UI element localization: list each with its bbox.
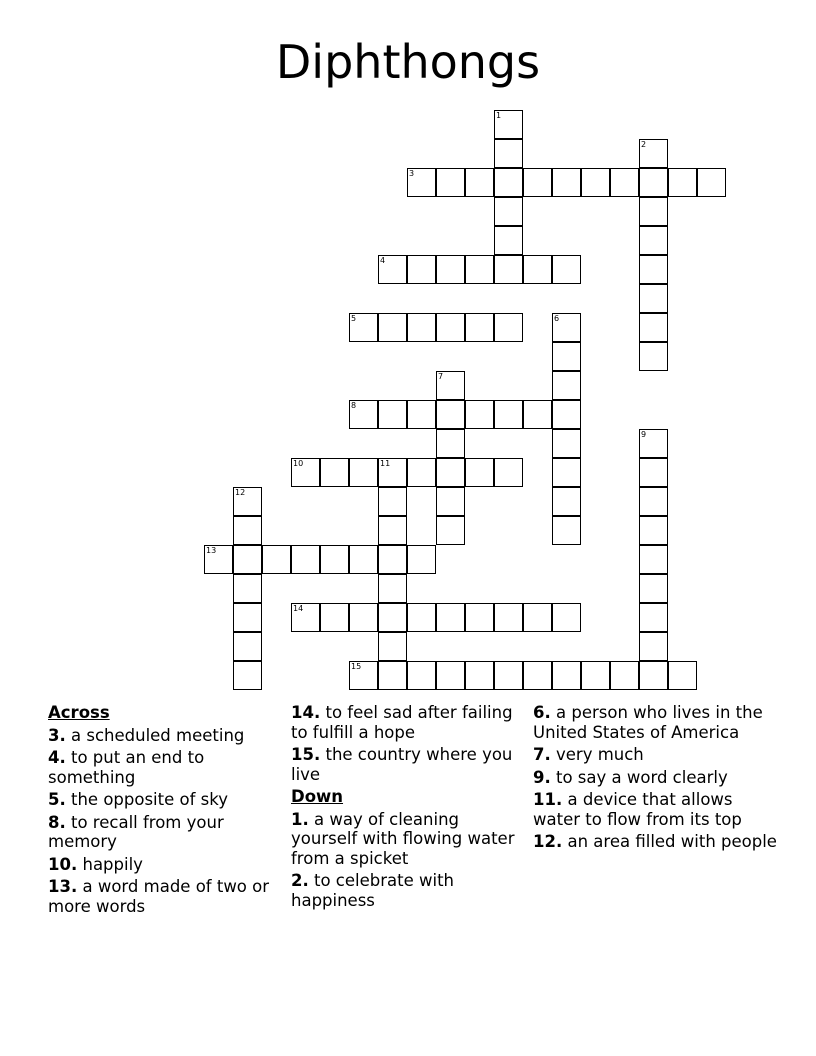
clue-text: a way of cleaning yourself with flowing water from a spicket (291, 809, 515, 868)
grid-cell[interactable] (378, 313, 407, 342)
clue-text: very much (556, 745, 644, 764)
down-heading: Down (291, 787, 344, 806)
grid-cell[interactable] (407, 400, 436, 429)
clue-number: 6. (533, 703, 551, 722)
clue-text: happily (82, 854, 143, 874)
grid-cell[interactable] (552, 516, 581, 545)
cell-number: 13 (206, 546, 217, 555)
grid-cell[interactable] (668, 168, 697, 197)
clue-across-8[interactable] (48, 813, 278, 852)
clues-column-1 (48, 703, 278, 919)
clue-number: 7. (533, 745, 551, 764)
grid-cell[interactable] (639, 226, 668, 255)
clue-number: 1. (291, 809, 309, 829)
grid-cell[interactable] (407, 661, 436, 690)
grid-cell[interactable] (465, 458, 494, 487)
grid-cell[interactable] (436, 313, 465, 342)
grid-cell[interactable] (349, 661, 378, 690)
grid-cell[interactable] (494, 226, 523, 255)
grid-cell[interactable] (552, 255, 581, 284)
clue-text: a scheduled meeting (71, 725, 245, 745)
clue-number: 8. (48, 812, 66, 832)
grid-cell[interactable] (436, 603, 465, 632)
grid-cell[interactable] (378, 255, 407, 284)
grid-cell[interactable] (349, 458, 378, 487)
grid-cell[interactable] (639, 255, 668, 284)
clue-text: to celebrate with happiness (291, 871, 455, 910)
grid-cell[interactable] (523, 255, 552, 284)
grid-cell[interactable] (552, 371, 581, 400)
grid-cell[interactable] (436, 487, 465, 516)
grid-cell[interactable] (233, 661, 262, 690)
grid-cell[interactable] (436, 168, 465, 197)
grid-cell[interactable] (291, 458, 320, 487)
grid-cell[interactable] (523, 603, 552, 632)
grid-cell[interactable] (552, 661, 581, 690)
clue-text: the opposite of sky (71, 790, 228, 809)
clue-across-3[interactable] (48, 726, 278, 746)
clue-number: 9. (533, 767, 551, 787)
cell-number: 14 (293, 604, 304, 613)
grid-cell[interactable] (581, 168, 610, 197)
grid-cell[interactable] (668, 661, 697, 690)
grid-cell[interactable] (349, 313, 378, 342)
grid-cell[interactable] (291, 603, 320, 632)
grid-cell[interactable] (320, 603, 349, 632)
grid-cell[interactable] (320, 545, 349, 574)
grid-cell[interactable] (378, 516, 407, 545)
grid-cell[interactable] (465, 255, 494, 284)
clue-text: a word made of two or more words (48, 877, 270, 916)
grid-cell[interactable] (378, 632, 407, 661)
grid-cell[interactable] (639, 313, 668, 342)
clue-number: 14. (291, 703, 321, 722)
clue-down-6[interactable] (533, 703, 783, 742)
cell-number: 15 (351, 662, 362, 671)
grid-cell[interactable] (494, 313, 523, 342)
grid-cell[interactable] (465, 603, 494, 632)
grid-cell[interactable] (639, 632, 668, 661)
clue-number: 12. (533, 832, 563, 851)
clue-text: a device that allows water to flow from its top (533, 790, 742, 829)
grid-cell[interactable] (639, 661, 668, 690)
grid-cell[interactable] (639, 516, 668, 545)
clue-down-9[interactable] (533, 768, 783, 788)
grid-cell[interactable] (233, 632, 262, 661)
grid-cell[interactable] (378, 487, 407, 516)
grid-cell[interactable] (407, 255, 436, 284)
grid-cell[interactable] (349, 400, 378, 429)
grid-cell[interactable] (378, 545, 407, 574)
clues-column-3 (533, 703, 783, 855)
cell-number: 12 (235, 488, 246, 497)
clue-down-11[interactable] (533, 790, 783, 829)
grid-cell[interactable] (552, 168, 581, 197)
grid-cell[interactable] (465, 400, 494, 429)
clue-across-4[interactable] (48, 748, 278, 787)
clue-across-15[interactable] (291, 745, 521, 784)
clue-number: 4. (48, 748, 66, 767)
grid-cell[interactable] (523, 661, 552, 690)
cell-number: 6 (554, 314, 560, 323)
grid-cell[interactable] (378, 661, 407, 690)
grid-cell[interactable] (494, 603, 523, 632)
across-heading: Across (48, 703, 110, 722)
grid-cell[interactable] (262, 545, 291, 574)
grid-cell[interactable] (378, 603, 407, 632)
grid-cell[interactable] (581, 661, 610, 690)
clue-text: to put an end to something (48, 748, 205, 787)
grid-cell[interactable] (407, 168, 436, 197)
grid-cell[interactable] (639, 197, 668, 226)
clue-down-1[interactable] (291, 810, 521, 869)
grid-cell[interactable] (494, 197, 523, 226)
grid-cell[interactable] (697, 168, 726, 197)
grid-cell[interactable] (407, 603, 436, 632)
grid-cell[interactable] (233, 545, 262, 574)
grid-cell[interactable] (233, 603, 262, 632)
grid-cell[interactable] (552, 458, 581, 487)
grid-cell[interactable] (204, 545, 233, 574)
cell-number: 4 (380, 256, 386, 265)
clue-down-2[interactable] (291, 871, 521, 910)
clue-text: a person who lives in the United States of America (533, 703, 763, 742)
grid-cell[interactable] (465, 313, 494, 342)
grid-cell[interactable] (436, 661, 465, 690)
grid-cell[interactable] (523, 168, 552, 197)
grid-cell[interactable] (639, 487, 668, 516)
clue-across-10[interactable] (48, 855, 278, 875)
clue-number: 10. (48, 854, 78, 874)
clue-number: 11. (533, 790, 563, 809)
grid-cell[interactable] (436, 400, 465, 429)
grid-cell[interactable] (436, 458, 465, 487)
grid-cell[interactable] (494, 139, 523, 168)
cell-number: 10 (293, 459, 304, 468)
grid-cell[interactable] (378, 458, 407, 487)
cell-number: 7 (438, 372, 444, 381)
grid-cell[interactable] (436, 371, 465, 400)
grid-cell[interactable] (436, 429, 465, 458)
grid-cell[interactable] (552, 400, 581, 429)
grid-cell[interactable] (320, 458, 349, 487)
clue-number: 15. (291, 745, 321, 764)
cell-number: 9 (641, 430, 647, 439)
puzzle-title: Diphthongs (275, 35, 541, 89)
clue-text: to recall from your memory (48, 812, 224, 851)
grid-cell[interactable] (291, 545, 320, 574)
clues-column-2 (291, 703, 521, 913)
grid-cell[interactable] (494, 661, 523, 690)
cell-number: 11 (380, 459, 391, 468)
grid-cell[interactable] (494, 458, 523, 487)
grid-cell[interactable] (494, 255, 523, 284)
grid-cell[interactable] (407, 545, 436, 574)
clue-number: 5. (48, 790, 66, 809)
grid-cell[interactable] (436, 255, 465, 284)
clue-text: to feel sad after failing to fulfill a hope (291, 703, 513, 742)
grid-cell[interactable] (494, 400, 523, 429)
clue-across-14[interactable] (291, 703, 521, 742)
cell-number: 8 (351, 401, 357, 410)
grid-cell[interactable] (233, 516, 262, 545)
clue-down-12[interactable] (533, 832, 783, 852)
grid-cell[interactable] (378, 400, 407, 429)
grid-cell[interactable] (639, 342, 668, 371)
clue-across-13[interactable] (48, 877, 278, 916)
grid-cell[interactable] (349, 545, 378, 574)
cell-number: 3 (409, 169, 415, 178)
grid-cell[interactable] (465, 168, 494, 197)
grid-cell[interactable] (639, 603, 668, 632)
clue-number: 13. (48, 877, 78, 896)
grid-cell[interactable] (639, 458, 668, 487)
cell-number: 2 (641, 140, 647, 149)
grid-cell[interactable] (465, 661, 494, 690)
grid-cell[interactable] (639, 574, 668, 603)
grid-cell[interactable] (639, 168, 668, 197)
grid-cell[interactable] (639, 545, 668, 574)
grid-cell[interactable] (494, 168, 523, 197)
grid-cell[interactable] (552, 603, 581, 632)
grid-cell[interactable] (610, 168, 639, 197)
grid-cell[interactable] (639, 284, 668, 313)
grid-cell[interactable] (523, 400, 552, 429)
cell-number: 1 (496, 111, 502, 120)
grid-cell[interactable] (407, 458, 436, 487)
grid-cell[interactable] (378, 574, 407, 603)
cell-number: 5 (351, 314, 357, 323)
grid-cell[interactable] (552, 342, 581, 371)
clue-text: an area filled with people (567, 832, 777, 851)
grid-cell[interactable] (233, 487, 262, 516)
grid-cell[interactable] (639, 429, 668, 458)
grid-cell[interactable] (552, 429, 581, 458)
grid-cell[interactable] (494, 110, 523, 139)
clue-number: 3. (48, 725, 66, 745)
grid-cell[interactable] (552, 313, 581, 342)
grid-cell[interactable] (407, 313, 436, 342)
clue-down-7[interactable] (533, 745, 783, 765)
grid-cell[interactable] (639, 139, 668, 168)
grid-cell[interactable] (610, 661, 639, 690)
clue-text: the country where you live (291, 745, 513, 784)
clue-number: 2. (291, 871, 309, 890)
grid-cell[interactable] (349, 603, 378, 632)
clue-text: to say a word clearly (556, 767, 728, 787)
clue-across-5[interactable] (48, 790, 278, 810)
grid-cell[interactable] (233, 574, 262, 603)
grid-cell[interactable] (552, 487, 581, 516)
grid-cell[interactable] (436, 516, 465, 545)
